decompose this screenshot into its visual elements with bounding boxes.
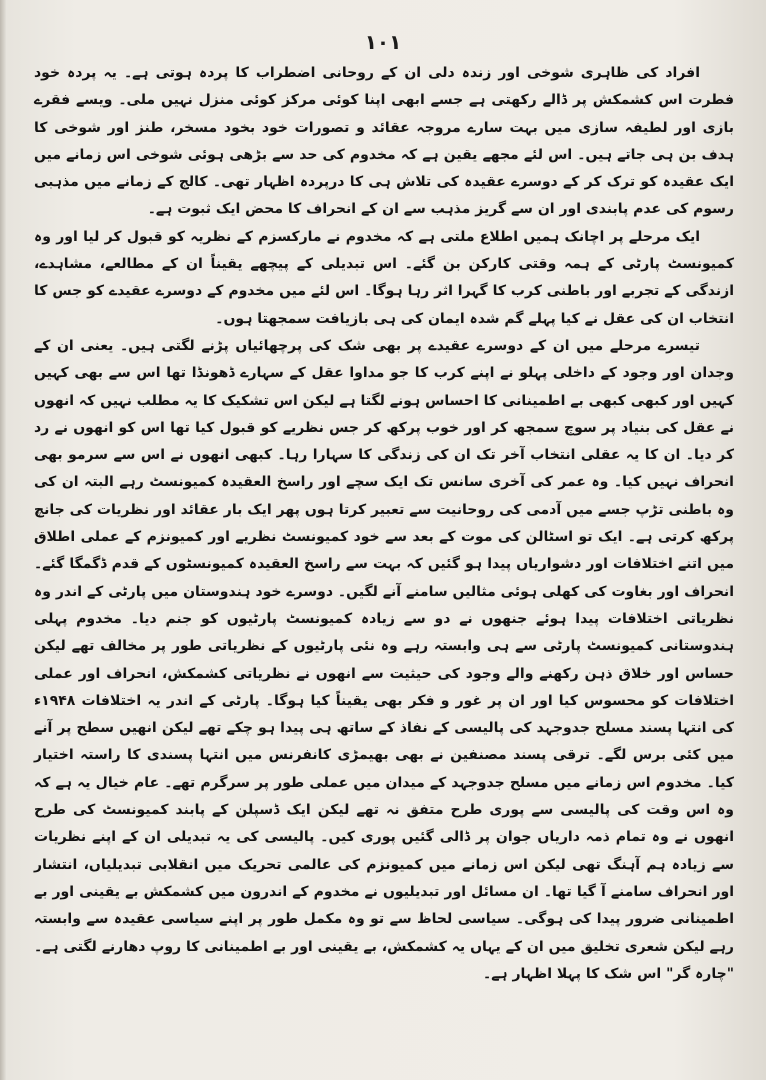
paragraph-1: افراد کی ظاہری شوخی اور زندہ دلی ان کے روحانی اضطراب کا پردہ ہوتی ہے۔ یہ پردہ خود فطرت اس کشمکش پر ڈالے رکھتی ہے جسے ابھی اپنا کوئی مرکز کوئی منزل نہیں ملی۔ ویسے فقرے بازی اور لطیفہ سازی میں بہت سارے مروجہ عقائد و تصورات خود بخود مسخر، طنز اور شوخی کا ہدف بن ہی جاتے ہیں۔ اس لئے مجھے یقین ہے کہ مخدوم کی حد سے بڑھی ہوئی شوخی اس زمانے میں ایک عقیدہ کو ترک کر کے دوسرے عقیدہ کی تلاش ہی کا درپردہ اظہار تھی۔ کالج کے زمانے میں مذہبی رسوم کی عدم پابندی اور ان سے گریز مذہب سے ان کے انحراف کا محض ایک ثبوت ہے۔	[34, 65, 735, 218]
body-text	[34, 60, 734, 988]
paragraph-2: ایک مرحلے پر اچانک ہمیں اطلاع ملتی ہے کہ مخدوم نے مارکسزم کے نظریہ کو قبول کر لیا اور وہ کمیونسٹ پارٹی کے ہمہ وقتی کارکن بن گئے۔ اس تبدیلی کے پیچھے یقیناً ان کے مطالعے، مشاہدے، ازندگی کے تجربے اور باطنی کرب کا گہرا اثر رہا ہوگا۔ اس لئے میں مخدوم کے دوسرے عقیدے کو جس کا انتخاب ان کی عقل نے کیا پہلے گم شدہ ایمان کی ہی بازیافت سمجھتا ہوں۔	[34, 228, 734, 327]
paragraph-3: تیسرے مرحلے میں ان کے دوسرے عقیدے پر بھی شک کی پرچھائیاں پڑنے لگتی ہیں۔ یعنی ان کے وجدان اور وجود کے داخلی پہلو نے اپنے کرب کا جو مداوا عقل کے سہارے ڈھونڈا تھا اس سے بھی کہیں کہیں اور کبھی کبھی بے اطمینانی کا احساس ہونے لگتا ہے لیکن اس تشکیک کا یہ مطلب نہیں کہ انھوں نے عقل کی بنیاد پر سوچ سمجھ کر اور خوب پرکھ کر جس نظریے کو قبول کیا تھا اس کو انھوں نے رد کر دیا۔ ان کا یہ عقلی انتخاب آخر تک ان کی زندگی کا سہارا رہا۔ کبھی انھوں نے اس سے سرمو بھی انحراف نہیں کیا۔ وہ عمر کی آخری سانس تک ایک سچے اور راسخ العقیدہ کمیونسٹ رہے البتہ ان کی وہ باطنی تڑپ جسے میں آدمی کی روحانیت سے تعبیر کرتا ہوں پھر ایک بار عقائد اور نظریات کی جانچ پرکھ کرتی ہے۔ ایک تو اسٹالن کی موت کے بعد سے خود کمیونسٹ نظریے اور کمیونزم کے عملی اطلاق میں اتنے اختلافات اور دشواریاں پیدا ہو گئیں کہ بہت سے راسخ العقیدہ کمیونسٹوں کے قدم ڈگمگا گئے۔ انحراف اور بغاوت کی کھلی ہوئی مثالیں سامنے آنے لگیں۔ دوسرے خود ہندوستان میں پارٹی کے اندر وہ نظریاتی اختلافات پیدا ہوئے جنھوں نے دو سے زیادہ کمیونسٹ پارٹیوں کو جنم دیا۔ مخدوم پہلی ہندوستانی کمیونسٹ پارٹی سے ہی وابستہ رہے وہ نئی پارٹیوں کے نظریاتی طور پر مخالف تھے لیکن حساس اور خلاق ذہن رکھنے والے وجود کی حیثیت سے انھوں نے نظریاتی کشمکش، انحراف اور عملی اختلافات کو محسوس کیا اور ان پر غور و فکر بھی یقیناً کیا ہوگا۔ پارٹی کے اندر یہ اختلافات ۱۹۴۸ء کی انتہا پسند مسلح جدوجہد کی پالیسی کے نفاذ کے ساتھ ہی پیدا ہو چکے تھے لیکن انھیں سطح پر آنے میں کئی برس لگے۔ ترقی پسند مصنفین نے بھی بھیمڑی کانفرنس میں انتہا پسندی کا راستہ اختیار کیا۔ مخدوم اس زمانے میں مسلح جدوجہد کے میدان میں عملی طور پر سرگرم تھے۔ عام خیال یہ ہے کہ وہ اس وقت کی پالیسی سے پوری طرح متفق نہ تھے لیکن ایک ڈسپلن کے پابند کمیونسٹ کی طرح انھوں نے وہ تمام ذمہ داریاں جوان پر ڈالی گئیں پوری کیں۔ پالیسی کی یہ تبدیلی ان کے اپنے نظریات سے زیادہ ہم آہنگ تھی لیکن اس زمانے میں کمیونزم کی عالمی تحریک میں انقلابی تبدیلیاں، انتشار اور انحراف سامنے آ گیا تھا۔ ان مسائل اور تبدیلیوں نے مخدوم کے اندرون میں کشمکش بے یقینی اور بے اطمینانی ضرور پیدا کی ہوگی۔ سیاسی لحاظ سے تو وہ مکمل طور پر اپنے سیاسی عقیدہ سے وابستہ رہے لیکن شعری تخلیق میں ان کے یہاں یہ کشمکش، بے یقینی اور بے اطمینانی کا روپ دھارنے لگتی ہے۔ "چارہ گر" اس شک کا پہلا اظہار ہے۔	[34, 337, 734, 982]
page-number: ۱۰۱	[364, 30, 402, 54]
page-edge-shadow	[0, 0, 6, 1080]
